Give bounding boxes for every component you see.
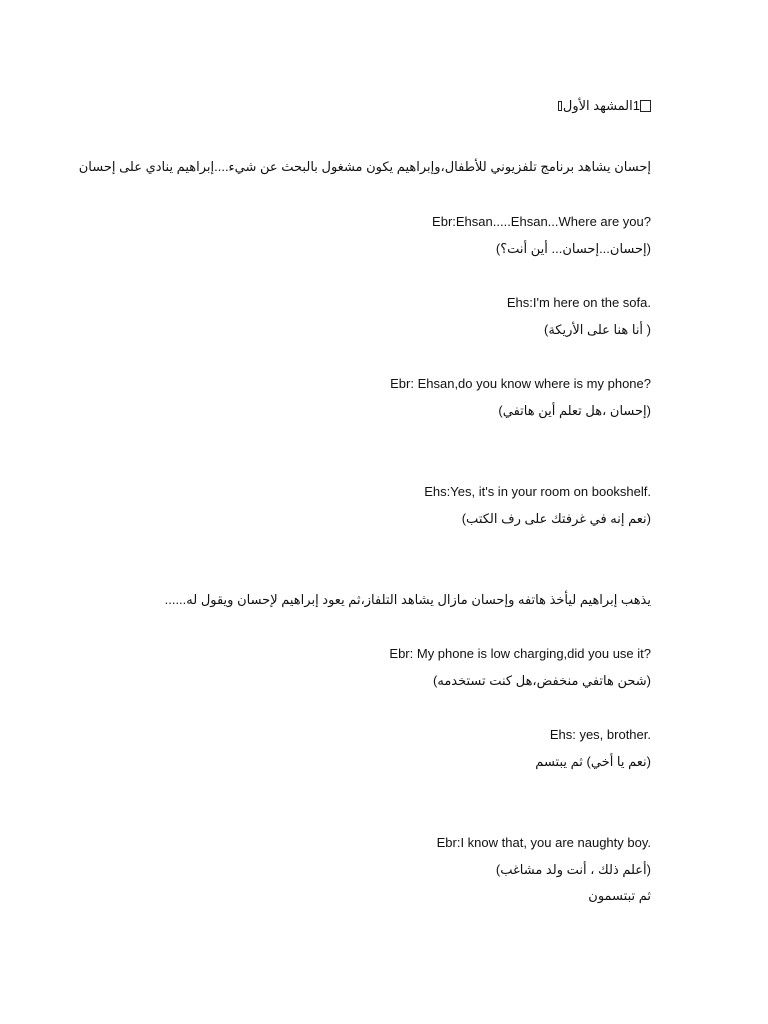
dialogue-ar-3: (إحسان ،هل تعلم أين هاتفي) [498, 403, 651, 418]
dialogue-en-4: Ehs:Yes, it's in your room on bookshelf. [424, 484, 651, 499]
dialogue-ar-2: ( أنا هنا على الأريكة) [543, 322, 651, 337]
dialogue-en-2: Ehs:I'm here on the sofa. [506, 295, 651, 310]
dialogue-ar-7: (أعلم ذلك ، أنت ولد مشاغب) [495, 862, 651, 877]
dialogue-en-6: Ehs: yes, brother. [549, 727, 651, 742]
dialogue-en-5: Ebr: My phone is low charging,did you use it? [389, 646, 651, 661]
intro-narration: إحسان يشاهد برنامج تلفزيوني للأطفال،وإبراهيم يكون مشغول بالبحث عن شيء....إبراهيم ينادي على إحسان [78, 159, 651, 174]
dialogue-en-7: Ebr:I know that, you are naughty boy. [436, 835, 651, 850]
closing-note: ثم تبتسمون [588, 888, 651, 903]
box-glyph-icon [640, 100, 651, 112]
dialogue-en-3: Ebr: Ehsan,do you know where is my phone? [390, 376, 651, 391]
box-glyph-icon [558, 101, 562, 111]
dialogue-en-1: Ebr:Ehsan.....Ehsan...Where are you? [432, 214, 651, 229]
dialogue-ar-6: (نعم يا أخي) ثم يبتسم [535, 754, 651, 769]
dialogue-ar-1: (إحسان...إحسان... أين أنت؟) [495, 241, 651, 256]
scene-title: 1المشهد الأول [558, 97, 651, 115]
middle-narration: يذهب إبراهيم ليأخذ هاتفه وإحسان مازال يشاهد التلفاز،ثم يعود إبراهيم لإحسان ويقول له...... [164, 592, 651, 607]
dialogue-ar-5: (شحن هاتفي منخفض،هل كنت تستخدمه) [433, 673, 651, 688]
dialogue-ar-4: (نعم إنه في غرفتك على رف الكتب) [461, 511, 651, 526]
